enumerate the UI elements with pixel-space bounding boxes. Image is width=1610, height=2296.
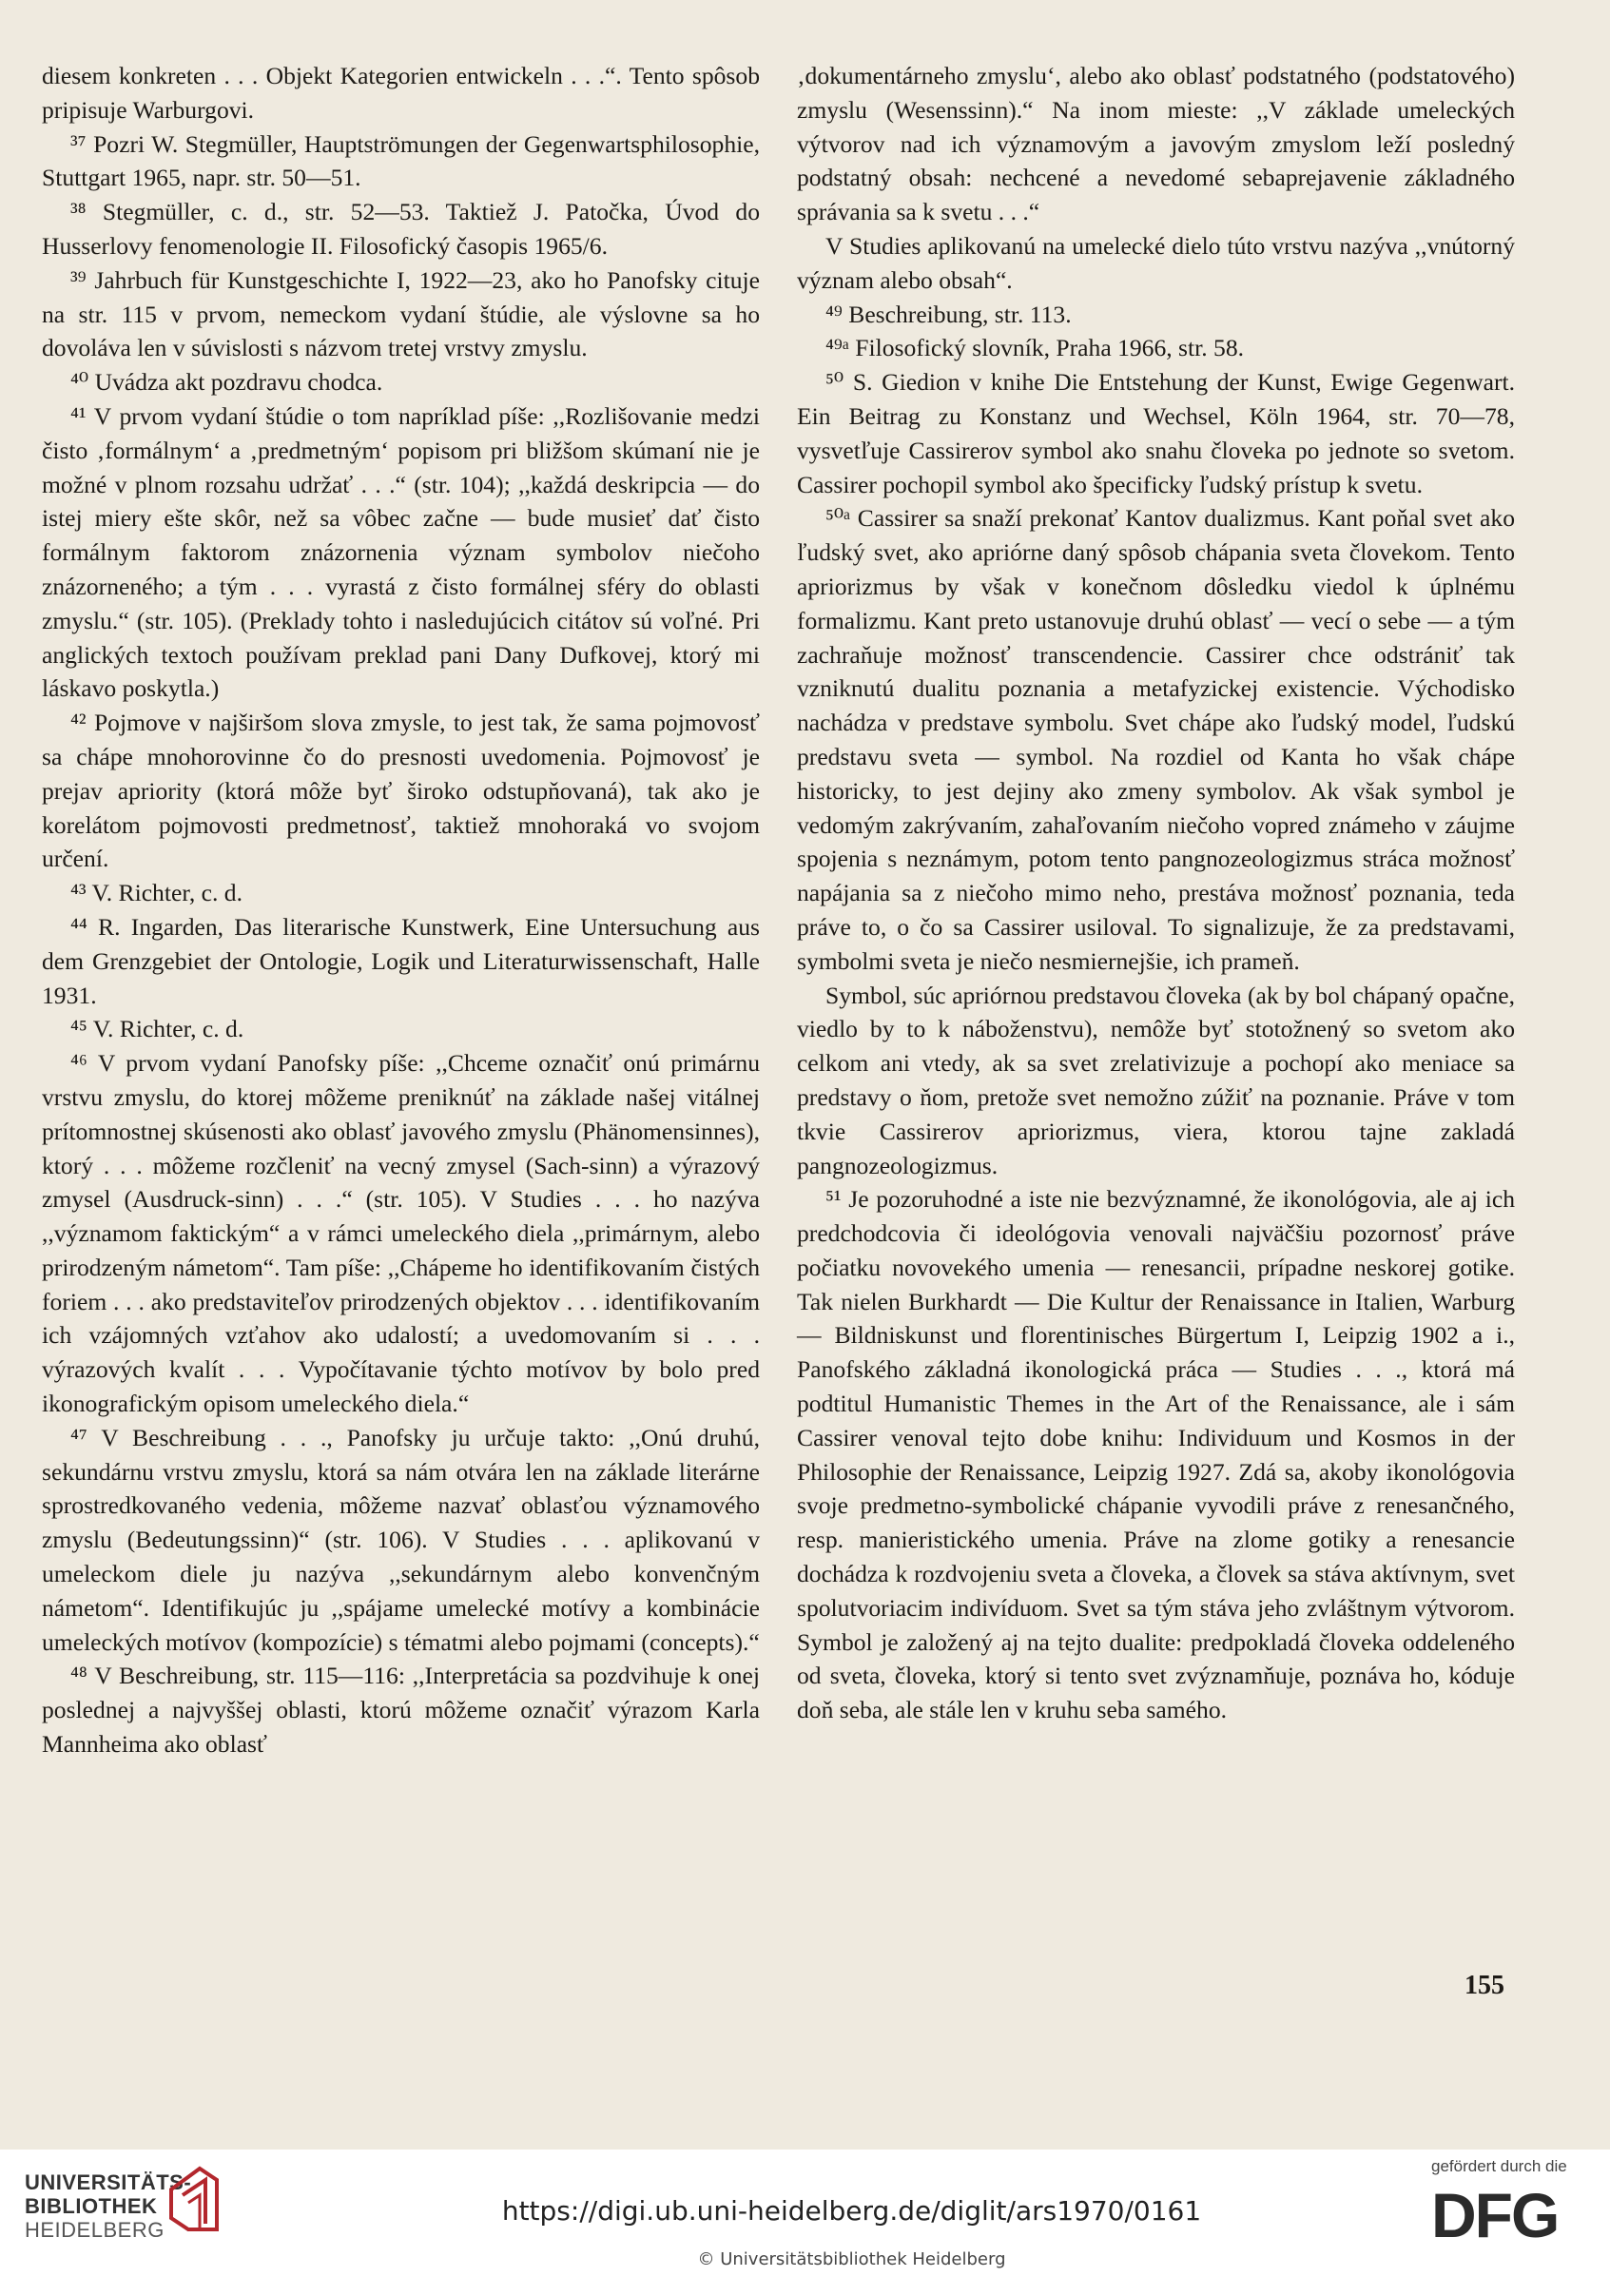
footnote-51: ⁵¹ Je pozoruhodné a iste nie bezvýznamné, že ikonológovia, ale aj ich predchodcovia či ideológovia venovali najväčšiu pozornosť práve počiatku novovekého umenia — renesancii, prípadne neskorej gotike. Tak nielen Burkhardt — Die Kultur der Renaissance in Italien, Warburg — Bildniskunst und florentinisches Bürgertum I, Leipzig 1902 a i., Panofského základná ikonologická práca — Studies . . ., ktorá má podtitul Humanistic Themes in the Art of the Renaissance, ale i sám Cassirer venoval tejto dobe knihu: Individuum und Kosmos in der Philosophie der Renaissance, Leipzig 1927. Zdá sa, akoby ikonológovia svoje predmetno-symbolické chápanie vyvodili práve z renesančného, resp. manieristického umenia. Práve na zlome gotiky a renesancie dochádza k rozdvojeniu sveta a človeka, a človek sa stáva aktívnym, svet spolutvoriacim indivíduom. Svet sa tým stáva jeho zvláštnym výtvorom. Symbol je založený aj na tejto dualite: predpokladá človeka oddeleného od sveta, človeka, ktorý si tento svet zvýznamňuje, poznáva ho, kóduje doň seba, ale stále len v kruhu seba samého.	[797, 1185, 1515, 1724]
page-number: 155	[1465, 1971, 1504, 2000]
footnote-50a-symbol: Symbol, súc apriórnou predstavou človeka (ak by bol chápaný opačne, viedlo by to k náboženstvu), nemôže byť stotožnený so svetom ako celkom ani vtedy, ak sa svet zrelativizuje a pochopí ako meniace sa predstavy o ňom, pretože svet nemožno zúžiť na poznanie. Práve v tom tkvie Cassirerov apriorizmus, viera, ktorou tajne zakladá pangnozeologizmus.	[797, 981, 1515, 1179]
library-name-line1: UNIVERSITÄTS-	[25, 2170, 192, 2194]
footnote-39: ³⁹ Jahrbuch für Kunstgeschichte I, 1922—23, ako ho Panofsky cituje na str. 115 v prvom, nemeckom vydaní štúdie, ale výslovne sa ho dovoláva len v súvislosti s názvom tretej vrstvy zmyslu.	[42, 265, 760, 362]
footnote-49: ⁴⁹ Beschreibung, str. 113.	[825, 300, 1072, 328]
footnote-43: ⁴³ V. Richter, c. d.	[70, 879, 242, 907]
left-column	[42, 59, 760, 1761]
footnote-48: ⁴⁸ V Beschreibung, str. 115—116: ,,Interpretácia sa pozdvihuje k onej poslednej a najvyššej oblasti, ktorú môžeme označiť výrazom Karla Mannheima ako oblasť	[42, 1662, 760, 1759]
footnote-37: ³⁷ Pozri W. Stegmüller, Hauptströmungen der Gegenwartsphilosophie, Stuttgart 1965, napr. str. 50—51.	[42, 129, 760, 192]
dfg-logo-icon[interactable]	[1431, 2184, 1583, 2245]
right-column	[797, 59, 1515, 1727]
footnote-46: ⁴⁶ V prvom vydaní Panofsky píše: ,,Chceme označiť onú primárnu vrstvu zmyslu, do ktorej môžeme preniknúť na základe našej vitálnej prítomnostnej skúsenosti ako oblasť javového zmyslu (Phänomensinnes), ktorý . . . môžeme rozčleniť na vecný zmysel (Sach-sinn) a výrazový zmysel (Ausdruck-sinn) . . .“ (str. 105). V Studies . . . ho nazýva ,,významom faktickým“ a v rámci umeleckého diela ,,primárnym, alebo prirodzeným námetom“. Tam píše: ,,Chápeme ho identifikovaním čistých foriem . . . ako predstaviteľov prirodzených objektov . . . identifikovaním ich vzájomných vzťahov ako udalostí; a uvedomovaním si . . . výrazových kvalít . . . Vypočítavanie týchto motívov by bolo pred ikonografickým opisom umeleckého diela.“	[42, 1049, 760, 1418]
dfg-logo-text: DFG	[1431, 2184, 1559, 2245]
library-name-line3: HEIDELBERG	[25, 2218, 165, 2242]
footnote-49a: ⁴⁹ᵃ Filosofický slovník, Praha 1966, str. 58.	[825, 334, 1245, 362]
footnote-48-studies: V Studies aplikovanú na umelecké dielo túto vrstvu nazýva ,,vnútorný význam alebo obsah“.	[797, 231, 1515, 294]
footnote-44: ⁴⁴ R. Ingarden, Das literarische Kunstwerk, Eine Untersuchung aus dem Grenzgebiet der Ontologie, Logik und Literaturwissenschaft, Halle 1931.	[42, 912, 760, 1009]
funder-note: gefördert durch die	[1431, 2157, 1567, 2175]
footnote-48-continuation: ‚dokumentárneho zmyslu‘, alebo ako oblasť podstatného (podstatového) zmyslu (Wesenssinn).“ Na inom mieste: ,,V základe umeleckých výtvorov nad ich významovým a javovým zmyslom leží posledný podstatný obsah: nechcené a nevedomé sebaprejavenie základného správania sa k svetu . . .“	[797, 62, 1515, 226]
permalink-url[interactable]: https://digi.ub.uni-heidelberg.de/diglit/ars1970/0161	[501, 2195, 1202, 2227]
footnote-38: ³⁸ Stegmüller, c. d., str. 52—53. Taktiež J. Patočka, Úvod do Husserlovy fenomenologie II. Filosofický časopis 1965/6.	[42, 198, 760, 260]
footnote-50a: ⁵⁰ᵃ Cassirer sa snaží prekonať Kantov dualizmus. Kant poňal svet ako ľudský svet, ako apriórne daný spôsob chápania sveta človekom. Tento apriorizmus by však v konečnom dôsledku viedol k úplnému formalizmu. Kant preto ustanovuje druhú oblasť — vecí o sebe — a tým zachraňuje možnosť transcendencie. Cassirer chce odstrániť tak vzniknutú dualitu poznania a metafyzickej existencie. Východisko nachádza v predstave symbolu. Svet chápe ako ľudský model, ľudskú predstavu sveta — symbol. Na rozdiel od Kanta ho však chápe historicky, to jest dejiny ako zmeny symbolov. Ak však symbol je vedomým zakrývaním, zahaľovaním niečoho vopred známeho v záujme spojenia s neznámym, potom tento pangnozeologizmus stráca možnosť napájania sa z niečoho mimo neho, prestáva možnosť poznania, teda práve to, o čo sa Cassirer usiloval. To signalizuje, že za predstavami, symbolmi sveta je niečo nesmiernejšie, ich prameň.	[797, 504, 1515, 975]
footnote-50: ⁵⁰ S. Giedion v knihe Die Entstehung der Kunst, Ewige Gegenwart. Ein Beitrag zu Konstanz und Wechsel, Köln 1964, str. 70—78, vysvetľuje Cassirerov symbol ako snahu človeka po jednote so svetom. Cassirer pochopil symbol ako špecificky ľudský prístup k svetu.	[797, 368, 1515, 498]
footnote-47: ⁴⁷ V Beschreibung . . ., Panofsky ju určuje takto: ,,Onú druhú, sekundárnu vrstvu zmyslu, ktorá sa nám otvára len na základe literárne sprostredkovaného vedenia, môžeme nazvať oblasťou významového zmyslu (Bedeutungssinn)“ (str. 106). V Studies . . . aplikovanú v umeleckom diele ju nazýva ,,sekundárnym alebo konvenčným námetom“. Identifikujúc ju ,,spájame umelecké motívy a kombinácie umeleckých motívov (kompozície) s tématmi alebo pojmami (concepts).“	[42, 1423, 760, 1656]
footnote-40: ⁴⁰ Uvádza akt pozdravu chodca.	[70, 368, 383, 397]
footnote-continuation: diesem konkreten . . . Objekt Kategorien entwickeln . . .“. Tento spôsob pripisuje Warburgovi.	[42, 62, 760, 124]
footnote-45: ⁴⁵ V. Richter, c. d.	[70, 1015, 244, 1043]
footnote-42: ⁴² Pojmove v najširšom slova zmysle, to jest tak, že sama pojmovosť sa chápe mnohorovinne čo do presnosti uvedomenia. Pojmovosť je prejav apriority (ktorá môže byť široko odstupňovaná), tak ako je korelátom pojmovosti predmetnosť, taktiež mnohoraká vo svojom určení.	[42, 709, 760, 873]
footnote-41: ⁴¹ V prvom vydaní štúdie o tom napríklad píše: ,,Rozlišovanie medzi čisto ‚formálnym‘ a ‚predmetným‘ popisom pri bližšom skúmaní nie je možné v plnom rozsahu udržať . . .“ (str. 104); ,,každá deskripcia — do istej miery ešte skôr, než sa vôbec začne — bude musieť dať čisto formálnym faktorom znázornenia význam symbolov niečoho znázorneného; a tým . . . vyrastá z čisto formálnej sféry do oblasti zmyslu.“ (str. 105). (Preklady tohto i nasledujúcich citátov sú voľné. Pri anglických textoch používam preklad pani Dany Dufkovej, ktorý mi láskavo poskytla.)	[42, 401, 760, 703]
copyright-notice: © Universitätsbibliothek Heidelberg	[697, 2249, 1006, 2269]
library-name-line2: BIBLIOTHEK	[25, 2194, 158, 2218]
